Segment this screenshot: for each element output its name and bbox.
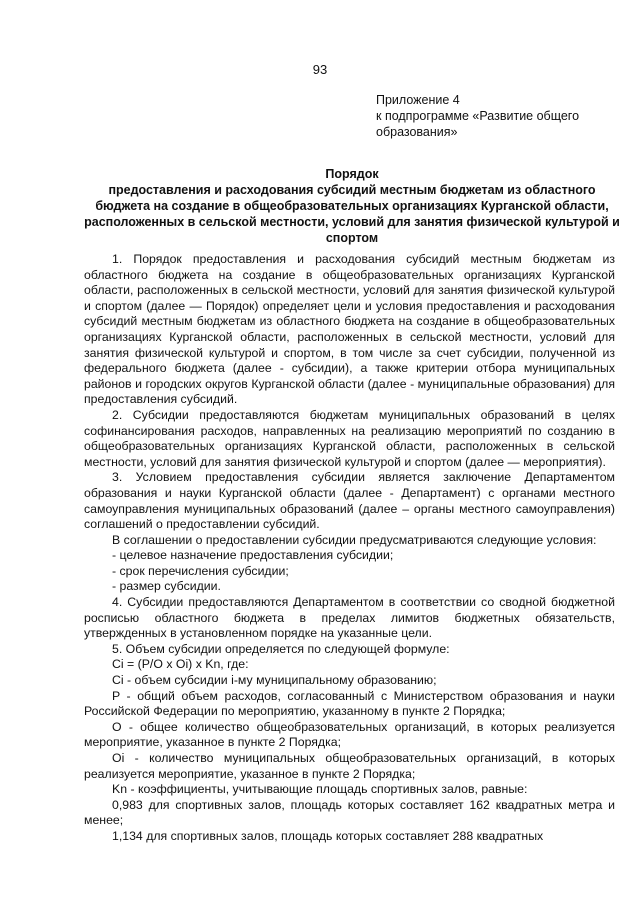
appendix-note — [376, 92, 616, 140]
title-subtitle: предоставления и расходования субсидий местным бюджетам из областного бюджета на создание в общеобразовательных организациях Курганской области, расположенных в сельской местности, условий для занятия физической культурой и спортом — [84, 183, 620, 245]
appendix-line-3: образования» — [376, 125, 458, 139]
paragraph-5: 5. Объем субсидии определяется по следующей формуле: — [112, 641, 450, 656]
definition-p: P - общий объем расходов, согласованный с Министерством образования и науки Российской Федерации по мероприятию, указанному в пункте 2 Порядка; — [84, 688, 615, 719]
paragraph-1: 1. Порядок предоставления и расходования субсидий местным бюджетам из областного бюджета на создание в общеобразовательных организациях Курганской области, расположенных в сельской местности, условий для занятия физической культурой и спортом (далее — Порядок) определяет цели и условия предоставления и расходования субсидий местным бюджетам из областного бюджета на создание в общеобразовательных организациях Курганской области, расположенных в сельской местности, условий для занятия физической культурой и спортом, в том числе за счет субсидии, полученной из федерального бюджета (далее - субсидии), а также критерии отбора муниципальных районов и городских округов Курганской области (далее - муниципальные образования) для предоставления субсидий. — [84, 252, 615, 407]
paragraph-conditions-intro: В соглашении о предоставлении субсидии предусматриваются следующие условия: — [112, 532, 597, 547]
formula: Ci = (P/O x Oi) x Kn, где: — [112, 657, 249, 672]
page-number: 93 — [312, 62, 328, 77]
condition-item-1: - целевое назначение предоставления субсидии; — [112, 548, 394, 563]
coefficient-1: 0,983 для спортивных залов, площадь которых составляет 162 квадратных метра и менее; — [84, 797, 615, 828]
condition-item-3: - размер субсидии. — [112, 579, 221, 594]
document-body — [84, 252, 615, 845]
title-heading: Порядок — [325, 167, 379, 181]
definition-ci: Ci - объем субсидии i-му муниципальному образованию; — [112, 673, 437, 688]
coefficient-2: 1,134 для спортивных залов, площадь которых составляет 288 квадратных — [112, 828, 544, 843]
paragraph-3: 3. Условием предоставления субсидии является заключение Департаментом образования и науки Курганской области (далее - Департамент) с органами местного самоуправления муниципальных образований (далее – органы местного самоуправления) соглашений о предоставлении субсидий. — [84, 470, 615, 532]
paragraph-2: 2. Субсидии предоставляются бюджетам муниципальных образований в целях софинансирования расходов, направленных на реализацию мероприятий по созданию в общеобразовательных организациях Курганской области, расположенных в сельской местности, условий для занятия физической культурой и спортом (далее — мероприятия). — [84, 407, 615, 469]
condition-item-2: - срок перечисления субсидии; — [112, 563, 289, 578]
appendix-line-1: Приложение 4 — [376, 93, 460, 107]
appendix-line-2: к подпрограмме «Развитие общего — [376, 109, 580, 123]
definition-o: O - общее количество общеобразовательных организаций, в которых реализуется мероприятие, указанное в пункте 2 Порядка; — [84, 719, 615, 750]
document-title — [84, 166, 620, 246]
definition-kn: Kn - коэффициенты, учитывающие площадь спортивных залов, равные: — [112, 782, 528, 797]
paragraph-4: 4. Субсидии предоставляются Департаментом в соответствии со сводной бюджетной росписью областного бюджета в пределах лимитов бюджетных обязательств, утвержденных в установленном порядке на указанные цели. — [84, 595, 615, 641]
definition-oi: Oi - количество муниципальных общеобразовательных организаций, в которых реализуется мероприятие, указанное в пункте 2 Порядка; — [84, 751, 615, 781]
